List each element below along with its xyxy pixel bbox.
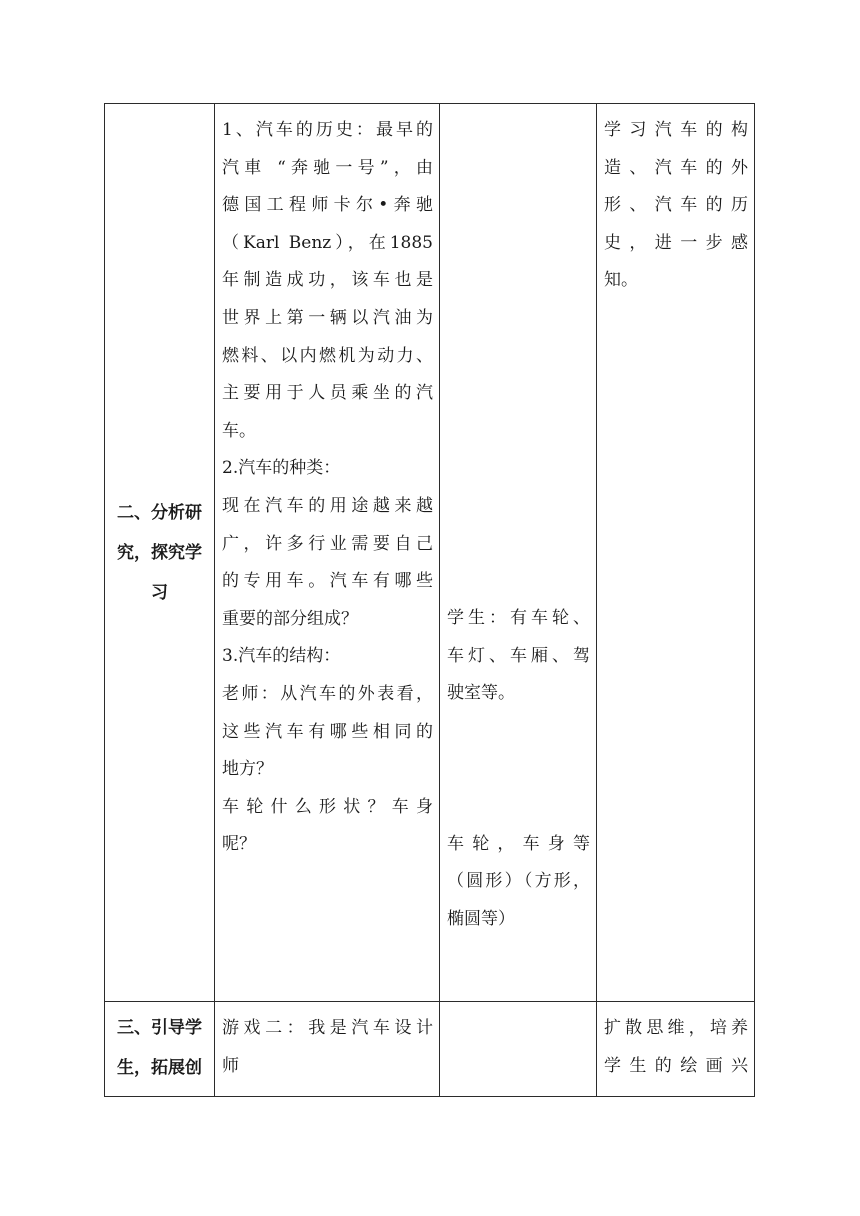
text-line: 燃料、以内燃机为动力、 [222,345,433,366]
text-line: 知。 [604,270,638,291]
student-activity-cell [440,104,597,1002]
text-line: 年制造成功，该车也是 [222,270,433,291]
text-line: 扩散思维，培养 [604,1018,748,1038]
design-intent-cell [597,104,755,1002]
text-line: 主要用于人员乘坐的汽 [222,383,433,404]
text-line: 汽車 “奔驰一号”，由 [222,157,433,178]
text-line: 现在汽车的用途越来越 [222,495,433,516]
text-line: 广，许多行业需要自己 [222,533,433,554]
text-line: 地方？ [222,759,273,780]
text-line: 世界上第一辆以汽油为 [222,307,433,328]
text-line: 驶室等。 [447,683,515,704]
stage-line: 生，拓展创 [117,1058,202,1078]
stage-line: 三、引导学 [117,1018,202,1038]
text-line: 3.汽车的结构： [222,646,341,667]
text-line: 2.汽车的种类： [222,458,341,479]
lesson-plan-table [104,103,755,1097]
text-line: 1、汽车的历史：最早的 [222,120,433,140]
text-line: 游戏二：我是汽车设计 [222,1018,433,1038]
text-line: 这些汽车有哪些相同的 [222,721,433,742]
text-line: 车灯、车厢、驾 [447,645,590,666]
text-line: 形、汽车的历 [604,195,748,216]
text-line: 学习汽车的构 [604,120,748,140]
teacher-activity-cell [215,1002,440,1097]
text-line: （Karl Benz），在1885 [222,232,433,253]
stage-cell [105,104,215,1002]
text-line: 学生的绘画兴 [604,1055,748,1076]
text-line: 车。 [222,420,256,441]
table-row [105,1002,755,1097]
stage-line: 究，探究学 [117,542,202,563]
stage-line: 习 [151,582,168,603]
stage-line: 二、分析研 [117,502,202,523]
text-line: 呢？ [222,834,256,855]
text-line: 造、汽车的外 [604,157,748,178]
text-line: 德国工程师卡尔•奔驰 [222,195,433,216]
text-line: （圆形）（方形， [447,871,590,892]
text-line: 老师：从汽车的外表看， [222,683,433,704]
text-line: 师 [222,1055,239,1076]
teacher-activity-cell [215,104,440,1002]
stage-cell [105,1002,215,1097]
table-row [105,104,755,1002]
text-line: 重要的部分组成？ [222,608,358,629]
text-line: 学生：有车轮、 [447,608,590,628]
text-line: 车轮，车身等 [447,833,590,854]
text-line: 的专用车。汽车有哪些 [222,571,433,592]
student-activity-cell [440,1002,597,1097]
design-intent-cell [597,1002,755,1097]
text-line: 史，进一步感 [604,232,748,253]
text-line: 车轮什么形状？车身 [222,796,433,817]
text-line: 椭圆等） [447,908,515,929]
